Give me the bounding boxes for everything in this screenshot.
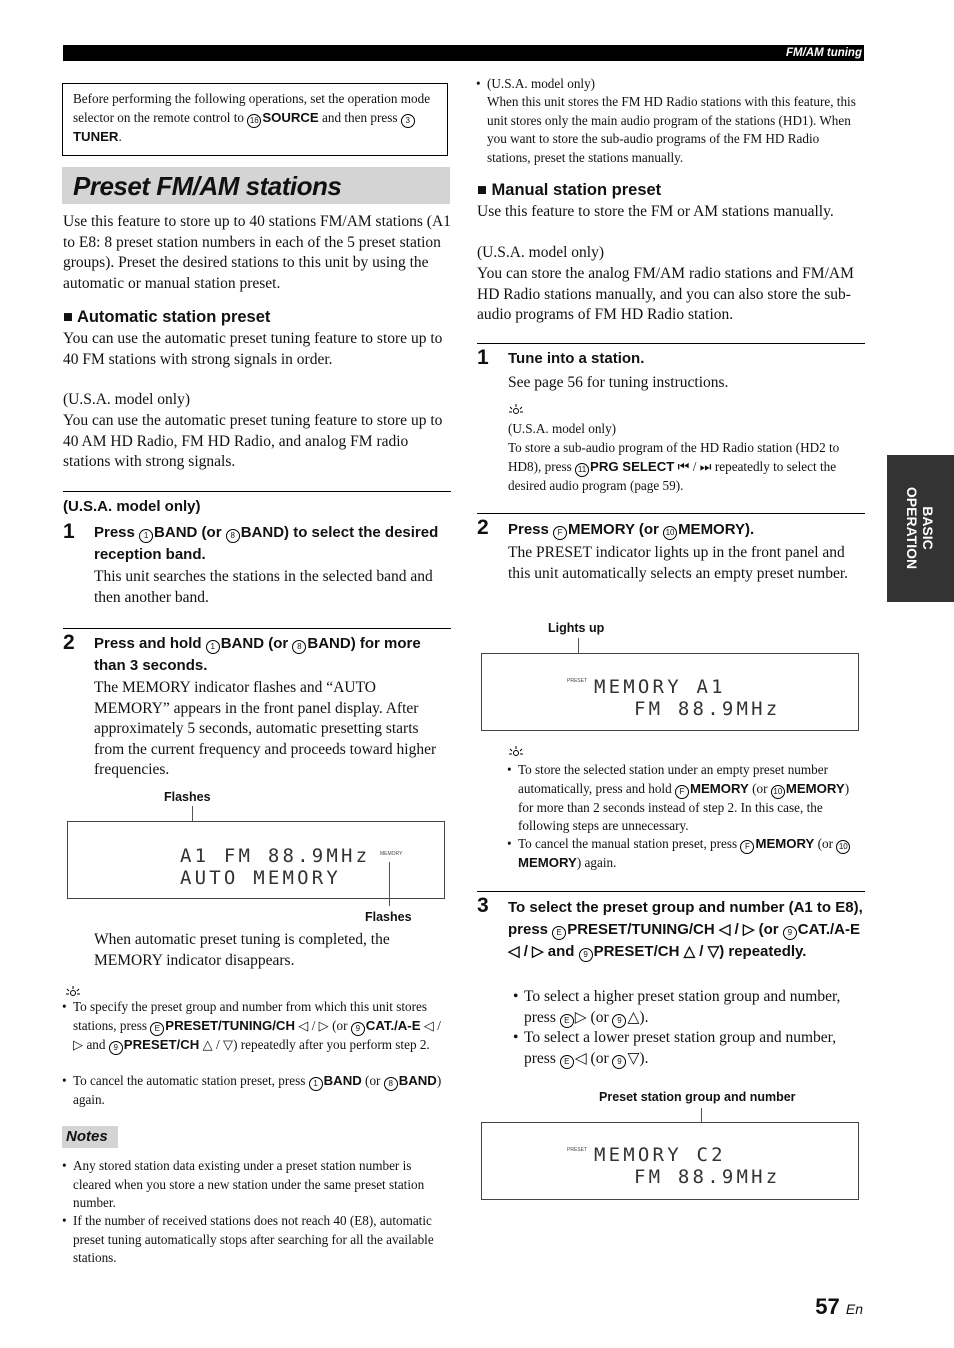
step-number: 3	[477, 894, 489, 917]
tip-text: ) again.	[73, 1073, 442, 1107]
key-9-icon: 9	[612, 1014, 626, 1028]
key-10-icon: 10	[663, 526, 677, 540]
source-key: SOURCE	[262, 109, 319, 125]
step-text: BAND) for more than 3 seconds.	[94, 635, 421, 674]
side-tab-line-1: BASIC	[920, 506, 936, 550]
display-line-1: MEMORY C2	[594, 1144, 726, 1166]
intro-paragraph: Use this feature to store up to 40 stations FM/AM stations (A1 to E8: 8 preset station numbers in each of the 5 preset station groups). Preset the desired stations to this unit by using the automatic or manual station preset.	[63, 213, 451, 292]
divider	[477, 343, 865, 344]
callout-line	[389, 862, 390, 906]
key-8-icon: 8	[292, 640, 306, 654]
key-9-icon: 9	[109, 1041, 123, 1055]
key-number-icon: 16	[247, 114, 261, 128]
page-title: Preset FM/AM stations	[73, 171, 342, 201]
divider	[477, 891, 865, 892]
key-label: MEMORY	[785, 780, 845, 796]
after-display-text: When automatic preset tuning is completed, the MEMORY indicator disappears.	[94, 931, 390, 969]
note-item: • Any stored station data existing under a preset station number is cleared when you store a new station under the same preset station number.	[73, 1157, 451, 1213]
step-number: 2	[63, 631, 75, 654]
info-box	[62, 83, 448, 156]
key-label: MEMORY	[518, 855, 577, 870]
manual-usa-note: (U.S.A. model only)	[477, 244, 605, 261]
key-f-icon: F	[740, 840, 754, 854]
auto-paragraph-2: You can use the automatic preset tuning feature to store up to 40 AM HD Radio, FM HD Radio, and analog FM radio stations with strong signals.	[63, 412, 443, 470]
step-text: Press and hold	[94, 635, 206, 652]
key-f-icon: F	[553, 526, 567, 540]
tip-text: ) for more than 2 seconds instead of step 2. In this case, the following steps are unnecessary.	[518, 780, 850, 833]
key-9-icon: 9	[579, 948, 593, 962]
preset-indicator: PRESET	[567, 678, 588, 684]
key-10-icon: 10	[771, 785, 785, 799]
step-heading: Tune into a station.	[508, 350, 645, 367]
key-label: PRESET/TUNING/CH	[165, 1017, 295, 1033]
step-text: Press	[94, 524, 140, 541]
bullet-text: To select a lower preset station group and number, press	[524, 1029, 837, 1067]
tip-text	[508, 439, 864, 495]
step-text: ) repeatedly.	[719, 943, 807, 960]
flashes-label-bottom: Flashes	[365, 910, 412, 924]
key-label: MEMORY	[755, 836, 815, 851]
step3-bullet: • To select a higher preset station group and number, press E ▷ (or 9 △).	[524, 987, 864, 1028]
key-e-icon: E	[552, 926, 566, 940]
manual-heading: ■ Manual station preset	[477, 181, 662, 199]
tip-text: To cancel the automatic station preset, press	[73, 1073, 309, 1088]
display-line-1: A1 FM 88.9MHz	[180, 845, 371, 867]
key-10-icon: 10	[836, 840, 850, 854]
key-1-icon: 1	[309, 1077, 323, 1091]
key-9-icon: 9	[783, 926, 797, 940]
tip-text: To store the selected station under an empty preset number automatically, press and hold	[518, 762, 828, 796]
key-label: CAT./A-E	[797, 921, 861, 938]
bullet-text: To select a higher preset station group and number, press	[524, 988, 841, 1026]
step-text: To select the preset group and number (A1 to E8), press	[508, 899, 863, 938]
display-line-2: FM 88.9MHz	[634, 1166, 781, 1188]
tip-icon	[509, 745, 523, 759]
display-line-1: MEMORY A1	[594, 676, 726, 698]
auto-heading: ■ Automatic station preset	[63, 308, 271, 326]
tip-item	[518, 835, 864, 873]
info-text: Before performing the following operations, set the operation mode selector on the remote control to	[73, 91, 431, 125]
display-line-2: FM 88.9MHz	[634, 698, 781, 720]
notes-label: Notes	[66, 1128, 108, 1145]
tip-usa-note: (U.S.A. model only)	[508, 421, 617, 436]
page-number-value: 57	[815, 1294, 840, 1319]
step3-bullet: • To select a lower preset station group and number, press E ◁ (or 9 ▽).	[524, 1028, 864, 1069]
step-heading	[508, 519, 754, 541]
tip-text: △ / ▽) repeatedly after you perform step 2.	[199, 1036, 430, 1052]
tip-icon	[509, 403, 523, 417]
step-text: MEMORY).	[678, 521, 755, 538]
step-description: The PRESET indicator lights up in the front panel and this unit automatically selects an empty preset number.	[508, 544, 849, 582]
tip-text: ⏮ / ⏭ repeatedly to select the desired audio program (page 59).	[508, 458, 837, 493]
memory-indicator: MEMORY	[380, 851, 403, 857]
tip-text: ◁ / ▷ (or	[294, 1017, 351, 1033]
tip-text: (or	[814, 836, 837, 851]
manual-paragraph-1: Use this feature to store the FM or AM stations manually.	[477, 203, 834, 220]
page-number	[815, 1293, 863, 1323]
tip-text: ) again.	[576, 855, 617, 870]
tip-item	[73, 998, 451, 1055]
key-label: PRESET/TUNING/CH	[567, 921, 715, 938]
step-text: BAND) to select the desired reception band.	[94, 524, 439, 563]
tip-text: To store a sub-audio program of the HD Radio station (HD2 to HD8), press	[508, 440, 840, 474]
auto-paragraph-1: You can use the automatic preset tuning feature to store up to 40 FM stations with strong signals in order.	[63, 330, 443, 368]
group-number-label: Preset station group and number	[599, 1090, 796, 1104]
flashes-label: Flashes	[164, 790, 211, 804]
tip-text: (or	[361, 1073, 384, 1088]
key-label: MEMORY	[690, 780, 749, 796]
preset-indicator: PRESET	[567, 1147, 588, 1153]
key-label: BAND	[323, 1073, 362, 1088]
step-number: 1	[477, 346, 489, 369]
divider	[63, 491, 451, 492]
key-f-icon: F	[675, 785, 689, 799]
section-label: FM/AM tuning	[785, 47, 862, 59]
usa-note-text: When this unit stores the FM HD Radio stations with this feature, this unit stores only the main audio program of the stations (HD1). When you want to store the sub-audio programs of the FM HD Radio stations, preset the stations manually.	[487, 94, 856, 165]
key-e-icon: E	[150, 1022, 164, 1036]
info-text-3: .	[118, 128, 122, 144]
step-heading	[94, 522, 450, 566]
key-11-icon: 11	[575, 463, 589, 477]
key-1-icon: 1	[206, 640, 220, 654]
key-1-icon: 1	[139, 529, 153, 543]
divider	[477, 513, 865, 514]
key-8-icon: 8	[226, 529, 240, 543]
note-item: • If the number of received stations does not reach 40 (E8), automatic preset tuning automatically stops after searching for all the available stations.	[73, 1212, 451, 1268]
usa-note: • (U.S.A. model only)	[487, 75, 865, 94]
step-text: BAND (or	[220, 635, 293, 652]
display-line-2: AUTO MEMORY	[180, 867, 342, 889]
step-description: This unit searches the stations in the selected band and then another band.	[94, 568, 433, 606]
step-text: MEMORY (or	[568, 521, 664, 538]
key-number-icon: 3	[401, 114, 415, 128]
step-description: The MEMORY indicator flashes and “AUTO MEMORY” appears in the front panel display. After approximately 5 seconds, automatic presetting starts from the current frequency and proceeds toward higher frequencies.	[94, 679, 437, 778]
tip-text: To cancel the manual station preset, press	[518, 836, 741, 851]
key-9-icon: 9	[612, 1055, 626, 1069]
side-tab-label	[904, 487, 936, 569]
page-language: En	[845, 1301, 863, 1317]
key-label: PRESET/CH	[123, 1036, 200, 1052]
tip-text: ◁ / ▷ and	[73, 1017, 441, 1052]
step-number: 2	[477, 516, 489, 539]
tip-icon	[66, 985, 80, 999]
info-text-2: and then press	[318, 109, 401, 125]
key-label: PRG SELECT	[590, 458, 675, 474]
usa-heading: (U.S.A. model only)	[63, 498, 201, 515]
step-text: BAND (or	[154, 524, 226, 541]
header-bar	[63, 45, 864, 61]
key-label: CAT./A-E	[365, 1017, 421, 1033]
divider	[63, 628, 451, 629]
key-label: PRESET/CH	[593, 943, 680, 960]
auto-usa-note: (U.S.A. model only)	[63, 391, 191, 408]
step-heading	[94, 633, 450, 677]
tip-item	[518, 761, 864, 836]
tip-text: To specify the preset group and number from which this unit stores stations, press	[73, 999, 427, 1033]
tip-text: (or	[748, 780, 771, 796]
manual-paragraph-2: You can store the analog FM/AM radio stations and FM/AM HD Radio stations manually, and you can also store the sub-audio programs of FM HD Radio station.	[477, 265, 854, 323]
step-description: See page 56 for tuning instructions.	[508, 374, 729, 391]
step-text: Press	[508, 521, 554, 538]
key-9-icon: 9	[351, 1022, 365, 1036]
key-e-icon: E	[560, 1014, 574, 1028]
lights-up-label: Lights up	[548, 621, 605, 635]
step-number: 1	[63, 520, 75, 543]
key-8-icon: 8	[384, 1077, 398, 1091]
side-tab-line-2: OPERATION	[904, 486, 920, 570]
tuner-key: TUNER	[73, 128, 119, 144]
tip-item	[73, 1072, 451, 1110]
key-label: BAND	[398, 1073, 437, 1088]
step-heading: To select the preset group and number (A1 to E8), press E PRESET/TUNING/CH ◁ / ▷ (or 9 CAT./A-E ◁ / ▷ and 9 PRESET/CH △ / ▽) repeatedly.	[508, 899, 863, 960]
key-e-icon: E	[560, 1055, 574, 1069]
